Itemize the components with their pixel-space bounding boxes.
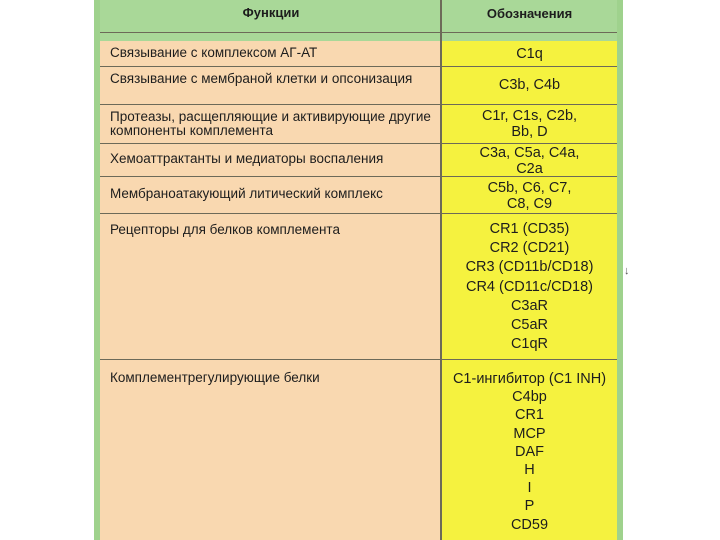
function-cell: Хемоаттрактанты и медиаторы воспаления: [100, 144, 442, 176]
header-gap: [100, 33, 617, 41]
designation-cell: C3b, C4b: [442, 67, 617, 104]
function-cell: Комплементрегулирующие белки: [100, 360, 442, 540]
designation-cell: C1q: [442, 41, 617, 66]
header-designations: Обозначения: [442, 0, 617, 32]
table-row: [100, 67, 617, 105]
function-cell: Рецепторы для белков комплемента: [100, 214, 442, 359]
complement-table: [100, 0, 617, 540]
table-row: [100, 41, 617, 67]
header-functions: Функции: [100, 0, 442, 32]
designation-cell: C5b, C6, C7, C8, C9: [442, 177, 617, 213]
table-row: [100, 214, 617, 360]
function-cell: Связывание с мембраной клетки и опсонизация: [100, 67, 442, 104]
table-row: [100, 105, 617, 144]
table-row: [100, 360, 617, 540]
table-row: [100, 177, 617, 214]
designation-cell: C3a, C5a, C4a, C2a: [442, 144, 617, 176]
designation-cell: C1-ингибитор (C1 INH) C4bp CR1 MCP DAF H I P CD59: [442, 360, 617, 540]
table-row: [100, 144, 617, 177]
function-cell: Протеазы, расщепляющие и активирующие другие компоненты комплемента: [100, 105, 442, 143]
function-cell: Связывание с комплексом АГ-АТ: [100, 41, 442, 66]
margin-mark: ↓: [624, 265, 630, 277]
table-header: [100, 0, 617, 33]
designation-cell: C1r, C1s, C2b, Bb, D: [442, 105, 617, 143]
designation-cell: CR1 (CD35) CR2 (CD21) CR3 (CD11b/CD18) CR4 (CD11c/CD18) C3aR C5aR C1qR: [442, 214, 617, 359]
function-cell: Мембраноатакующий литический комплекс: [100, 177, 442, 213]
